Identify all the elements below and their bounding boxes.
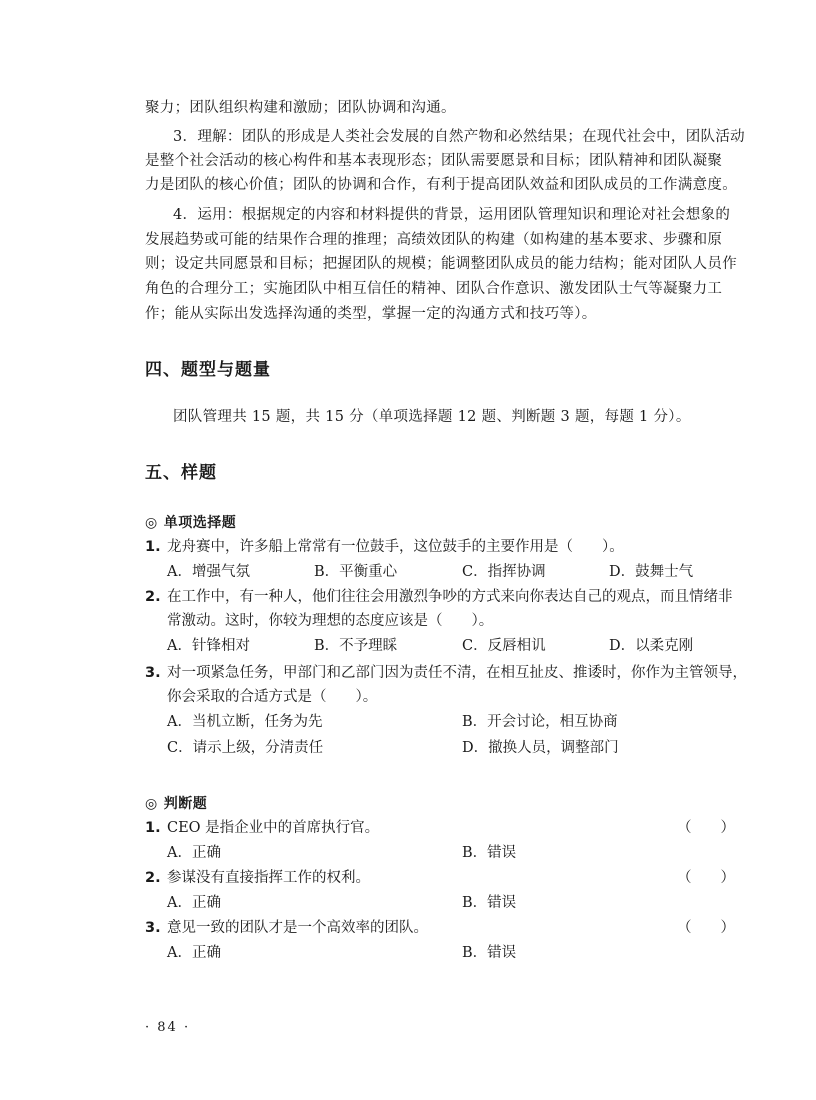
paragraph-line: 发展趋势或可能的结果作合理的推理；高绩效团队的构建（如构建的基本要求、步骤和原 — [145, 232, 723, 248]
paragraph-line: 则；设定共同愿景和目标；把握团队的规模；能调整团队成员的能力结构；能对团队人员作 — [145, 256, 737, 272]
page-number: · 84 · — [145, 1020, 191, 1035]
section-body: 团队管理共 15 题，共 15 分（单项选择题 12 题、判断题 3 题，每题 1 分）。 — [173, 409, 691, 425]
question-text-continued: 你会采取的合适方式是（ ）。 — [167, 689, 378, 705]
option: A．正确 — [167, 895, 221, 911]
question — [145, 585, 733, 609]
question-number: 1. — [145, 539, 161, 555]
option: D．以柔克刚 — [609, 638, 694, 654]
question-number: 1. — [145, 820, 161, 836]
option: B．错误 — [462, 895, 517, 911]
bullseye-icon: ◎ — [145, 796, 158, 812]
section-heading: 五、样题 — [145, 463, 217, 483]
option: A．针锋相对 — [167, 638, 250, 654]
option: B．开会讨论，相互协商 — [462, 714, 618, 730]
paragraph-line: 角色的合理分工；实施团队中相互信任的精神、团队合作意识、激发团队士气等凝聚力工 — [145, 281, 723, 297]
question — [145, 535, 624, 559]
option: A．当机立断，任务为先 — [167, 714, 323, 730]
option: B．平衡重心 — [314, 564, 398, 580]
question — [145, 916, 428, 940]
option: A．正确 — [167, 845, 221, 861]
paragraph-line: 力是团队的核心价值；团队的协调和合作，有利于提高团队效益和团队成员的工作满意度。 — [145, 177, 737, 193]
question-text: 龙舟赛中，许多船上常常有一位鼓手，这位鼓手的主要作用是（ ）。 — [167, 539, 624, 555]
paragraph-line: 4．运用：根据规定的内容和材料提供的背景，运用团队管理知识和理论对社会想象的 — [173, 207, 731, 223]
question-text-continued: 常激动。这时，你较为理想的态度应该是（ ）。 — [167, 613, 494, 629]
question-number: 2. — [145, 870, 161, 886]
option: C．指挥协调 — [462, 564, 546, 580]
option: C．请示上级，分清责任 — [167, 740, 324, 756]
paragraph-line: 作；能从实际出发选择沟通的类型，掌握一定的沟通方式和技巧等）。 — [145, 306, 597, 322]
option: B．错误 — [462, 845, 517, 861]
paragraph-line: 是整个社会活动的核心构件和基本表现形态；团队需要愿景和目标；团队精神和团队凝聚 — [145, 153, 723, 169]
single-choice-heading: 单项选择题 — [163, 515, 237, 531]
question-number: 3. — [145, 665, 161, 681]
question-text: 参谋没有直接指挥工作的权利。 — [167, 870, 370, 886]
answer-blank: （ ） — [677, 870, 735, 886]
question — [145, 866, 370, 890]
question-text: 意见一致的团队才是一个高效率的团队。 — [167, 920, 428, 936]
question — [145, 661, 747, 685]
subsection-heading — [145, 793, 207, 813]
answer-blank: （ ） — [677, 820, 735, 836]
true-false-heading: 判断题 — [163, 796, 208, 812]
question-text: CEO 是指企业中的首席执行官。 — [167, 820, 380, 836]
option: D．撤换人员，调整部门 — [462, 740, 619, 756]
question-text: 在工作中，有一种人，他们往往会用激烈争吵的方式来向你表达自己的观点，而且情绪非 — [167, 589, 733, 605]
option: C．反唇相讥 — [462, 638, 546, 654]
paragraph-line: 3．理解：团队的形成是人类社会发展的自然产物和必然结果；在现代社会中，团队活动 — [173, 129, 745, 145]
question — [145, 816, 379, 840]
option: A．增强气氛 — [167, 564, 250, 580]
question-number: 2. — [145, 589, 161, 605]
bullseye-icon: ◎ — [145, 515, 158, 531]
question-number: 3. — [145, 920, 161, 936]
option: A．正确 — [167, 945, 221, 961]
option: B．不予理睬 — [314, 638, 398, 654]
question-text: 对一项紧急任务，甲部门和乙部门因为责任不清，在相互扯皮、推诿时，你作为主管领导， — [167, 665, 747, 681]
option: B．错误 — [462, 945, 517, 961]
subsection-heading — [145, 512, 236, 532]
answer-blank: （ ） — [677, 920, 735, 936]
section-heading: 四、题型与题量 — [145, 360, 271, 380]
paragraph-line: 聚力；团队组织构建和激励；团队协调和沟通。 — [145, 100, 456, 116]
option: D．鼓舞士气 — [609, 564, 694, 580]
